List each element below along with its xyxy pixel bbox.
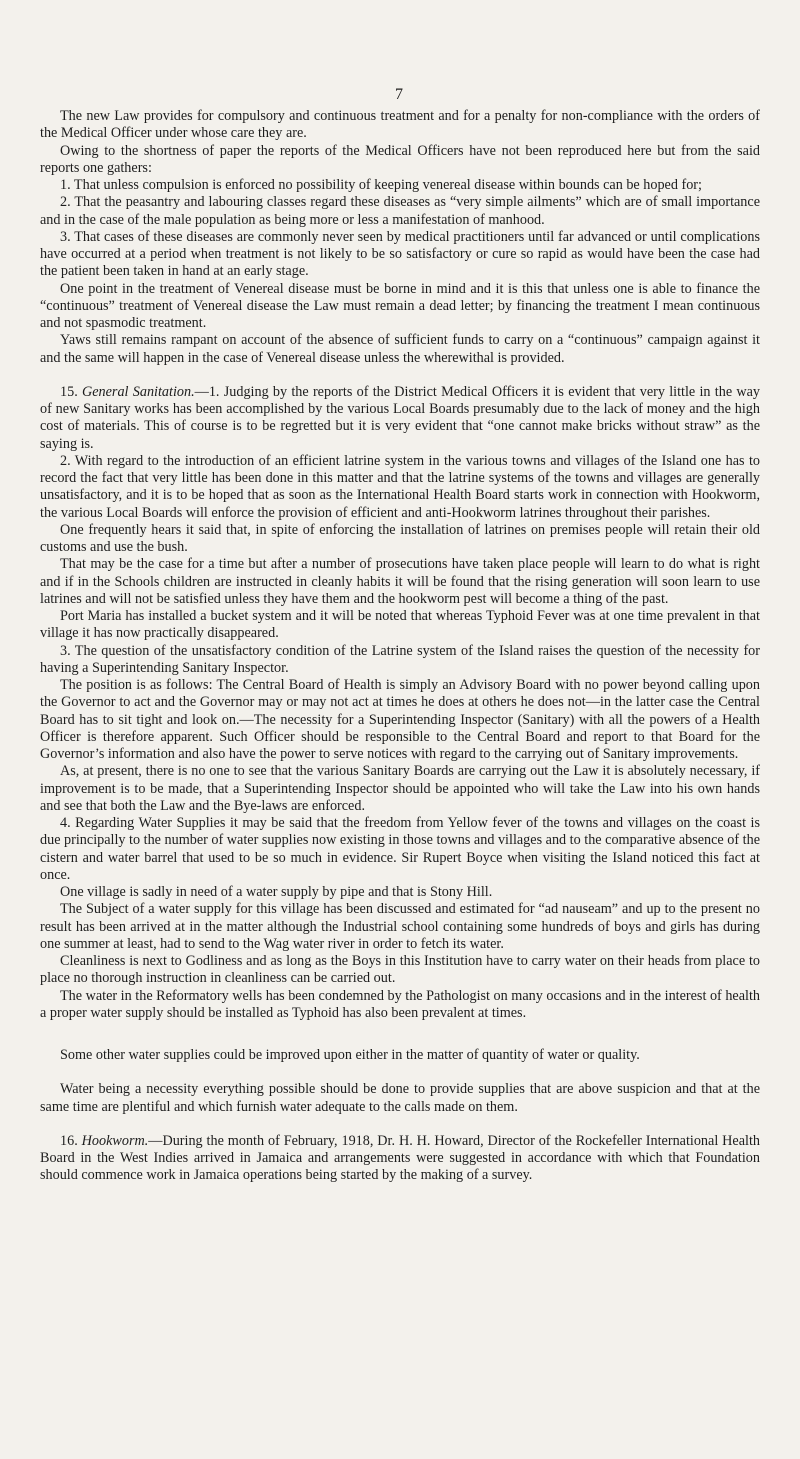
section-heading: Hookworm. [81,1132,149,1149]
page-number: 7 [395,86,403,103]
paragraph: 4. Regarding Water Supplies it may be said that the freedom from Yellow fever of the towns and villages on the coast is due principally to the number of water supplies now existing in those towns and villages and to the comparative absence of the cistern and water barrel that used to be so much in evidence. Sir Rupert Boyce when visiting the Island noticed this fact at once. [40,815,760,883]
paragraph: Cleanliness is next to Godliness and as long as the Boys in this Institution have to carry water on their heads from place to place no thorough instruction in cleanliness can be carried out. [40,953,760,987]
section-text: —1. Judging by the reports of the District Medical Officers it is evident that very little in the way of new Sanitary works has been accomplished by the various Local Boards presumably due to the lack of money and the high cost of materials. This of course is to be regretted but it is very evident that “one cannot make bricks without straw” as the saying is. [40,383,761,452]
paragraph: 2. With regard to the introduction of an efficient latrine system in the various towns and villages of the Island one has to record the fact that very little has been done in this matter and that the latrine systems of the towns and villages are generally unsatisfactory, and it is to be hoped that as soon as the International Health Board starts work in connection with Hookworm, the various Local Boards will enforce the provision of efficient and anti-Hookworm latrines throughout their parishes. [40,452,760,521]
document-body [40,108,760,1185]
section-heading: General Sanitation. [82,383,195,400]
paragraph: Owing to the shortness of paper the reports of the Medical Officers have not been reproduced here but from the said reports one gathers: [40,142,760,176]
paragraph: 1. That unless compulsion is enforced no possibility of keeping venereal disease within bounds can be hoped for; [60,177,702,193]
paragraph: One village is sadly in need of a water supply by pipe and that is Stony Hill. [60,884,493,900]
paragraph: 3. The question of the unsatisfactory condition of the Latrine system of the Island raises the question of the necessity for having a Superintending Sanitary Inspector. [40,642,760,676]
section-16-paragraph [40,1133,760,1185]
paragraph: 2. That the peasantry and labouring classes regard these diseases as “very simple ailments” which are of small importance and in the case of the male population as being more or less a manifestation of manhood. [40,194,760,228]
paragraph: That may be the case for a time but after a number of prosecutions have taken place people will learn to do what is right and if in the Schools children are instructed in cleanly habits it will be found that the rising generation will soon learn to use latrines and will not be satisfied unless they have them and the hookworm pest will become a thing of the past. [40,556,760,607]
paragraph: Water being a necessity everything possible should be done to provide supplies that are above suspicion and that at the same time are plentiful and which furnish water adequate to the calls made on them. [40,1081,760,1115]
section-number: 16. [60,1132,78,1149]
paragraph: Some other water supplies could be improved upon either in the matter of quantity of water or quality. [60,1047,640,1063]
section-number: 15. [60,383,78,400]
section-15-paragraph [40,384,760,453]
paragraph: Port Maria has installed a bucket system and it will be noted that whereas Typhoid Fever was at one time prevalent in that village it has now practically disappeared. [40,608,760,642]
paragraph: Yaws still remains rampant on account of the absence of sufficient funds to carry on a “continuous” campaign against it and the same will happen in the case of Venereal disease unless the wherewithal is provided. [40,332,760,366]
paragraph: As, at present, there is no one to see that the various Sanitary Boards are carrying out the Law it is absolutely necessary, if improvement is to be made, that a Superintending Inspector should be appointed who will take the Law into his own hands and see that both the Law and the Bye-laws are enforced. [40,763,760,814]
section-text: —During the month of February, 1918, Dr. H. H. Howard, Director of the Rockefeller International Health Board in the West Indies arrived in Jamaica and arrangements were suggested in accordance with which that Foundation should commence work in Jamaica operations being started by the making of a survey. [40,1132,760,1184]
paragraph: The water in the Reformatory wells has been condemned by the Pathologist on many occasions and in the interest of health a proper water supply should be installed as Typhoid has also been prevalent at times. [40,987,760,1021]
paragraph: The Subject of a water supply for this village has been discussed and estimated for “ad nauseam” and up to the present no result has been arrived at in the matter although the Industrial school containing some hundreds of boys and girls has during one summer at least, had to send to the Wag water river in order to fetch its water. [40,901,760,952]
paragraph: The position is as follows: The Central Board of Health is simply an Advisory Board with no power beyond calling upon the Governor to act and the Governor may or may not act at times he does at others he does not—in the latter case the Central Board has to sit tight and look on.—The necessity for a Superintending Inspector (Sanitary) with all the powers of a Health Officer is therefore apparent. Such Officer should be responsible to the Central Board and report to that Board for the Governor’s information and also have the power to serve notices with regard to the carrying out of Sanitary improvements. [40,677,760,762]
paragraph: The new Law provides for compulsory and continuous treatment and for a penalty for non-compliance with the orders of the Medical Officer under whose care they are. [40,108,760,142]
paragraph: One point in the treatment of Venereal disease must be borne in mind and it is this that unless one is able to finance the “continuous” treatment of Venereal disease the Law must remain a dead letter; by financing the treatment I mean continuous and not spasmodic treatment. [40,280,760,331]
paragraph: One frequently hears it said that, in spite of enforcing the installation of latrines on premises people will retain their old customs and use the bush. [40,521,760,555]
paragraph: 3. That cases of these diseases are commonly never seen by medical practitioners until far advanced or until complications have occurred at a period when treatment is not likely to be so satisfactory or cure so rapid as would have been the case had the patient been taken in hand at an early stage. [40,228,760,280]
